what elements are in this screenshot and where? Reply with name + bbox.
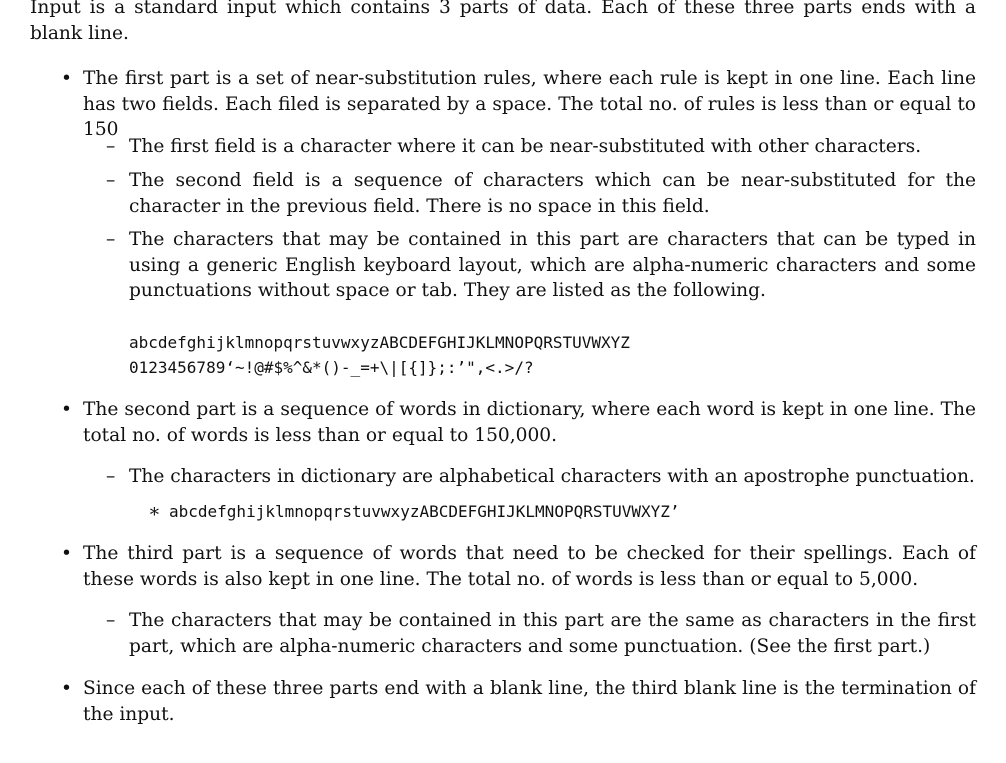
dash-icon: – <box>106 136 116 157</box>
part2-item <box>61 397 976 448</box>
dash-icon: – <box>106 610 116 631</box>
part2-subitem-1-text: The characters in dictionary are alphabetical characters with an apostrophe punctuation. <box>129 466 975 487</box>
part1-text: The first part is a set of near-substitution rules, where each rule is kept in one line. Each line has two fields. Each filed is separated by a space. The total no. of rules is less than or equal to 150 <box>83 68 976 140</box>
part1-item <box>61 66 976 143</box>
part1-subitem-2 <box>106 168 976 219</box>
part1-subitem-1 <box>106 134 976 160</box>
part3-subitem-1 <box>106 608 976 659</box>
part1-subitem-3-text: The characters that may be contained in this part are characters that can be typed in using a generic English keyboard layout, which are alpha-numeric characters and some punctuations without space or tab. They are listed as the following. <box>129 229 976 301</box>
part1-subitem-1-text: The first field is a character where it can be near-substituted with other characters. <box>129 136 922 157</box>
part3-item <box>61 541 976 592</box>
part4-text: Since each of these three parts end with a blank line, the third blank line is the termination of the input. <box>83 678 976 725</box>
part2-text: The second part is a sequence of words in dictionary, where each word is kept in one line. The total no. of words is less than or equal to 150,000. <box>83 399 976 446</box>
bullet-icon: • <box>61 678 72 699</box>
dictionary-charset: abcdefghijklmnopqrstuvwxyzABCDEFGHIJKLMNOPQRSTUVWXYZ’ <box>169 502 680 521</box>
part3-subitem-1-text: The characters that may be contained in this part are the same as characters in the first part, which are alpha-numeric characters and some punctuation. (See the first part.) <box>129 610 976 657</box>
part3-text: The third part is a sequence of words that need to be checked for their spellings. Each of these words is also kept in one line. The total no. of words is less than or equal to 5,000. <box>83 543 976 590</box>
bullet-icon: • <box>61 543 72 564</box>
bullet-icon: • <box>61 399 72 420</box>
dash-icon: – <box>106 466 116 487</box>
charset-line-2: 0123456789‘~!@#$%^&*()-_=+\|[{]};:’",<.>/? <box>129 358 534 377</box>
part4-item <box>61 676 976 727</box>
charset-line-1: abcdefghijklmnopqrstuvwxyzABCDEFGHIJKLMNOPQRSTUVWXYZ <box>129 333 630 352</box>
dash-icon: – <box>106 170 116 191</box>
part1-subitem-2-text: The second field is a sequence of characters which can be near-substituted for the character in the previous field. There is no space in this field. <box>129 170 976 217</box>
part2-subitem-1 <box>106 464 976 490</box>
intro-paragraph: Input is a standard input which contains 3 parts of data. Each of these three parts ends with a blank line. <box>30 0 976 44</box>
part1-subitem-3 <box>106 227 976 304</box>
asterisk-icon: ∗ <box>148 501 161 522</box>
bullet-icon: • <box>61 68 72 89</box>
dash-icon: – <box>106 229 116 250</box>
